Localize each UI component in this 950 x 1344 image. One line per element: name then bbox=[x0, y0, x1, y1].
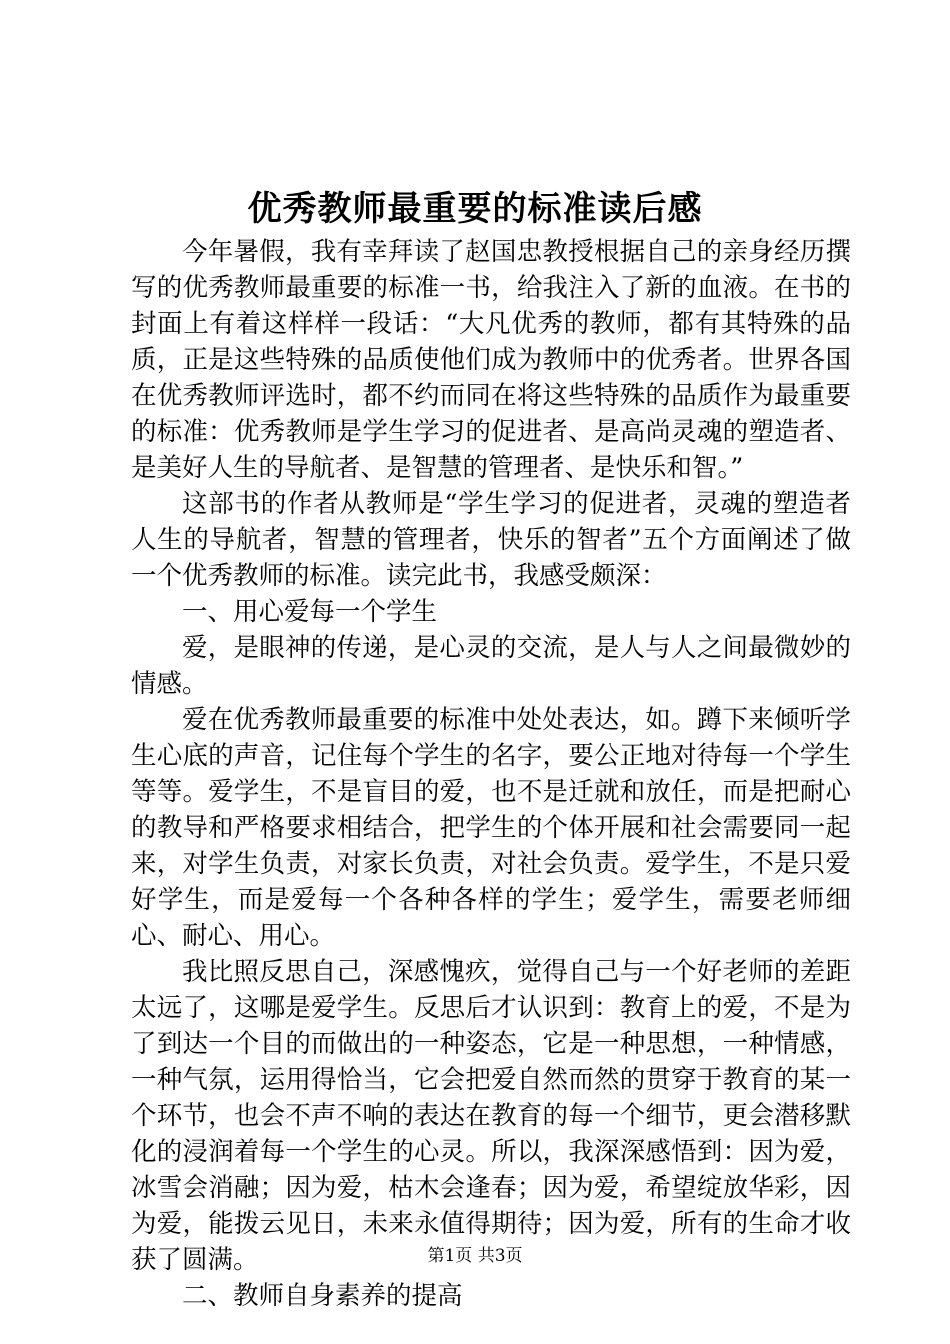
page-footer: 第1页 共3页 bbox=[427, 1246, 523, 1266]
document-title: 优秀教师最重要的标准读后感 bbox=[247, 189, 703, 229]
paragraph-book-summary: 这部书的作者从教师是“学生学习的促进者，灵魂的塑造者人生的导航者，智慧的管理者，快乐的智者”五个方面阐述了做一个优秀教师的标准。读完此书，我感受颇深： bbox=[131, 489, 851, 591]
paragraph-intro: 今年暑假，我有幸拜读了赵国忠教授根据自己的亲身经历撰写的优秀教师最重要的标准一书，给我注入了新的血液。在书的封面上有着这样样一段话：“大凡优秀的教师，都有其特殊的品质，正是这些特殊的品质使他们成为教师中的优秀者。世界各国在优秀教师评选时，都不约而同在将这些特殊的品质作为最重要的标准：优秀教师是学生学习的促进者、是高尚灵魂的塑造者、是美好人生的导航者、是智慧的管理者、是快乐和智。” bbox=[131, 237, 851, 483]
section-heading-2: 二、教师自身素养的提高 bbox=[182, 1281, 463, 1311]
paragraph-love-definition: 爱，是眼神的传递，是心灵的交流，是人与人之间最微妙的情感。 bbox=[131, 633, 851, 699]
document-body bbox=[131, 234, 851, 1314]
paragraph-reflection: 我比照反思自己，深感愧疚，觉得自己与一个好老师的差距太远了，这哪是爱学生。反思后才认识到：教育上的爱，不是为了到达一个目的而做出的一种姿态，它是一种思想，一种情感，一种气氛，运用得恰当，它会把爱自然而然的贯穿于教育的某一个环节，也会不声不响的表达在教育的每一个细节，更会潜移默化的浸润着每一个学生的心灵。所以，我深深感悟到：因为爱，冰雪会消融；因为爱，枯木会逢春；因为爱，希望绽放华彩，因为爱，能拨云见日，未来永值得期待；因为爱，所有的生命才收获了圆满。 bbox=[131, 957, 851, 1275]
paragraph-love-expression: 爱在优秀教师最重要的标准中处处表达，如。蹲下来倾听学生心底的声音，记住每个学生的名字，要公正地对待每一个学生等等。爱学生，不是盲目的爱，也不是迁就和放任，而是把耐心的教导和严格要求相结合，把学生的个体开展和社会需要同一起来，对学生负责，对家长负责，对社会负责。爱学生，不是只爱好学生，而是爱每一个各种各样的学生；爱学生，需要老师细心、耐心、用心。 bbox=[131, 705, 851, 951]
section-heading-1: 一、用心爱每一个学生 bbox=[182, 597, 438, 627]
